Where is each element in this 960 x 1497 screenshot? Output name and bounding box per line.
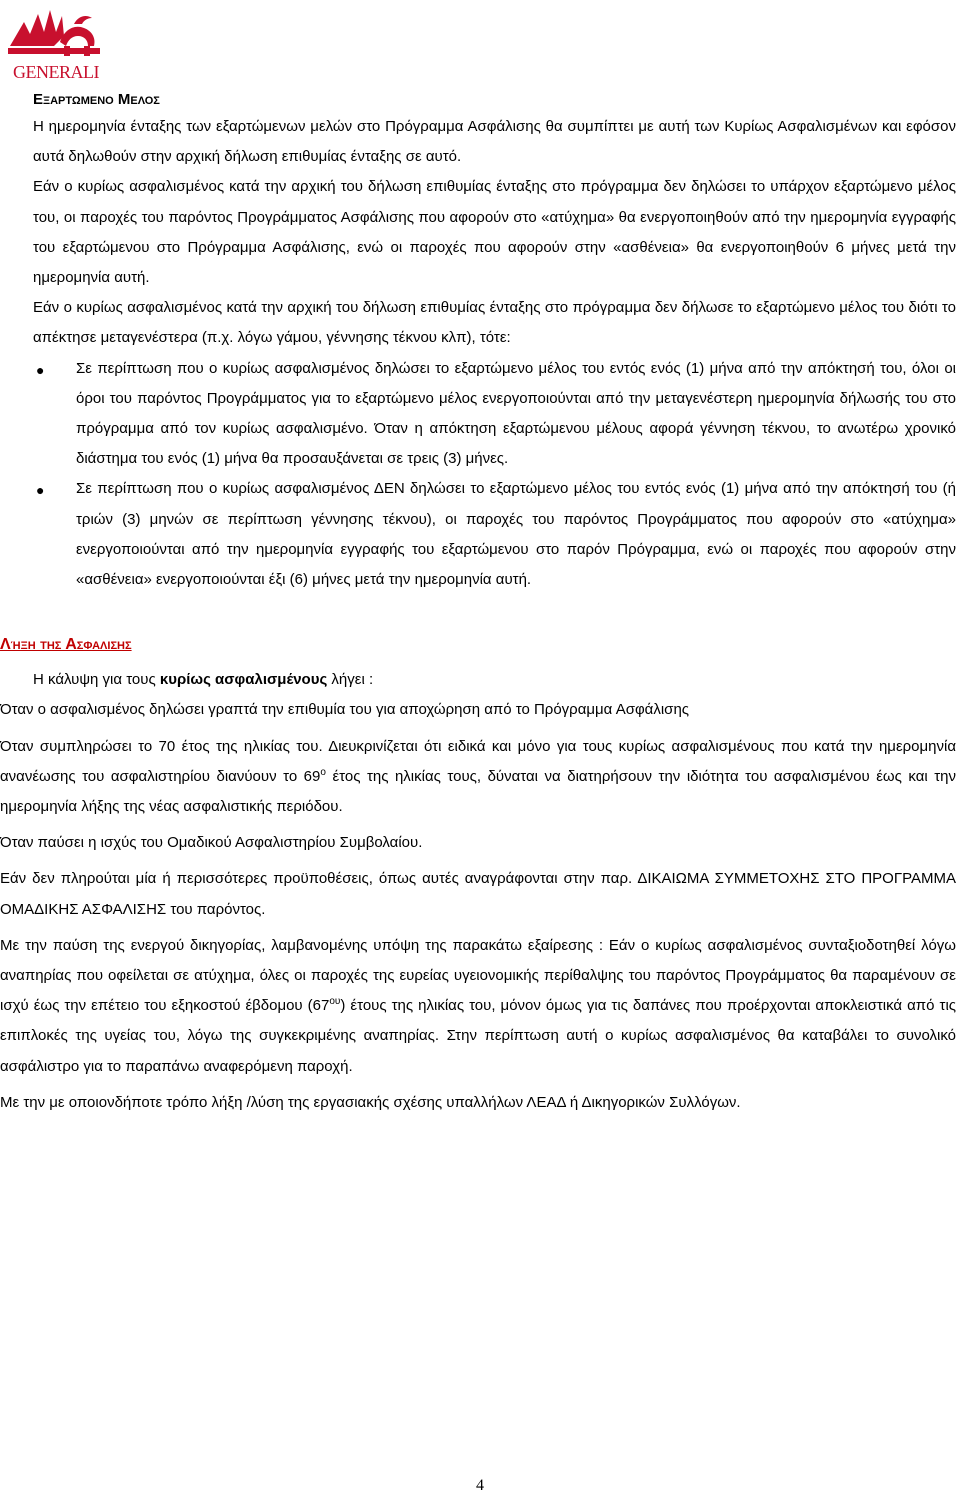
condition-2 [0,732,956,823]
document-body [0,88,957,1118]
bullet-text: Σε περίπτωση που ο κυρίως ασφαλισμένος ΔΕΝ δηλώσει το εξαρτώμενο μέλος του εντός ενός (1) μήνα από την απόκτησή του (ή τριών (3) μηνών σε περίπτωση γέννησης τέκνου), οι παροχές του παρόντος Προγράμματος που αφορούν στο «ατύχημα» ενεργοποιούνται από την ημερομηνία εγγραφής του εξαρτώμενου στο παρόν Πρόγραμμα, ενώ οι παροχές που αφορούν στην «ασθένεια» ενεργοποιούνται έξι (6) μήνες μετά την ημερομηνία αυτή. [76,480,956,589]
section-title-termination: Λήξη της Ασφαλισης [0,636,132,654]
paragraph: Εάν ο κυρίως ασφαλισμένος κατά την αρχική του δήλωση επιθυμίας ένταξης στο πρόγραμμα δεν δήλωσε το εξαρτώμενο μέλος του διότι το απέκτησε μεταγενέστερα (π.χ. λόγω γάμου, γέννησης τέκνου κλπ), τότε: [33,299,956,347]
intro-bold: κυρίως ασφαλισμένους [159,671,328,689]
bullet-icon: ● [36,361,45,378]
condition-6: Με την με οποιονδήποτε τρόπο λήξη /λύση της εργασιακής σχέσης υπαλλήλων ΛΕΑΔ ή Δικηγορικών Συλλόγων. [0,1093,741,1111]
intro-text: Η κάλυψη για τους [33,671,160,689]
logo-wordmark: GENERALI [13,62,99,82]
list-item [36,474,956,595]
condition-5 [0,931,956,1082]
bullet-icon: ● [36,482,45,499]
lion-icon [4,2,104,62]
condition-1: Όταν ο ασφαλισμένος δηλώσει γραπτά την επιθυμία του για αποχώρηση από το Πρόγραμμα Ασφάλισης [0,701,690,719]
bullet-list [36,354,956,596]
section-title-dependent: Εξαρτωμενο Μελος [33,91,160,108]
superscript: ου [329,996,341,1008]
condition-2-text-end: έτος της ηλικίας τους, δύναται να διατηρήσουν την ιδιότητα του ασφαλισμένου έως και την ημερομηνία λήξης της νέας ασφαλιστικής περιόδου. [0,767,956,816]
condition-4: Εάν δεν πληρούται μία ή περισσότερες προϋποθέσεις, όπως αυτές αναγράφονται στην παρ. ΔΙΚΑΙΩΜΑ ΣΥΜΜΕΤΟΧΗΣ ΣΤΟ ΠΡΟΓΡΑΜΜΑ ΟΜΑΔΙΚΗΣ ΑΣΦΑΛΙΣΗΣ του παρόντος. [0,870,956,918]
page-number: 4 [476,1477,484,1494]
generali-logo [4,2,104,82]
termination-intro [0,665,956,695]
condition-5-text: Με την παύση της ενεργού δικηγορίας, λαμβανομένης υπόψη της παρακάτω εξαίρεσης : Εάν ο κυρίως ασφαλισμένος συνταξιοδοτηθεί λόγω αναπηρίας που οφείλεται σε ατύχημα, όλες οι παροχές της ευρείας υγειονομικής περίθαλψης του παρόντος Προγράμματος θα παραμένουν σε ισχύ έως την επέτειο του εξηκοστού έβδομου (67 [0,936,956,1015]
intro-text-end: λήγει : [327,671,374,689]
condition-2-text: Όταν συμπληρώσει το 70 έτος της ηλικίας του. Διευκρινίζεται ότι ειδικά και μόνο για τους κυρίως ασφαλισμένους που κατά την ημερομηνία ανανέωσης του ασφαλιστηρίου διανύουν το 69 [0,737,956,785]
condition-5-text-end: ) έτους της ηλικίας του, μόνον όμως για τις δαπάνες που προέρχονται αποκλειστικά από τις επιπλοκές της υγείας του, λόγω της συγκεκριμένης αναπηρίας. Στην περίπτωση αυτή ο κυρίως ασφαλισμένος θα καταβάλει το συνολικό ασφάλιστρο για το παραπάνω αναφερόμενη παροχή. [0,997,957,1075]
paragraph: Η ημερομηνία ένταξης των εξαρτώμενων μελών στο Πρόγραμμα Ασφάλισης θα συμπίπτει με αυτή των Κυρίως Ασφαλισμένων και εφόσον αυτά δηλωθούν στην αρχική δήλωση επιθυμίας ένταξης σε αυτό. [33,118,956,166]
superscript: ο [320,766,326,778]
bullet-text: Σε περίπτωση που ο κυρίως ασφαλισμένος δηλώσει το εξαρτώμενο μέλος του εντός ενός (1) μήνα από την απόκτησή του, όλοι οι όροι του παρόντος Προγράμματος για το εξαρτώμενο μέλος ενεργοποιούνται από την μεταγενέστερη ημερομηνία δήλωσής του στο πρόγραμμα από τον κυρίως ασφαλισμένο. Όταν η απόκτηση εξαρτώμενου μέλους αφορά γέννηση τέκνου, το ανωτέρω χρονικό διάστημα του ενός (1) μήνα θα προσαυξάνεται σε τρεις (3) μήνες. [76,359,956,468]
paragraph: Εάν ο κυρίως ασφαλισμένος κατά την αρχική του δήλωση επιθυμίας ένταξης στο πρόγραμμα δεν δηλώσει το υπάρχον εξαρτώμενο μέλος του, οι παροχές του παρόντος Προγράμματος Ασφάλισης που αφορούν στο «ατύχημα» θα ενεργοποιηθούν από την ημερομηνία εγγραφής του εξαρτώμενου στο Πρόγραμμα Ασφάλισης, ενώ οι παροχές που αφορούν στην «ασθένεια» θα ενεργοποιηθούν 6 μήνες μετά την ημερομηνία αυτή. [33,178,956,287]
condition-3: Όταν παύσει η ισχύς του Ομαδικού Ασφαλιστηρίου Συμβολαίου. [0,834,423,852]
list-item [36,354,956,475]
